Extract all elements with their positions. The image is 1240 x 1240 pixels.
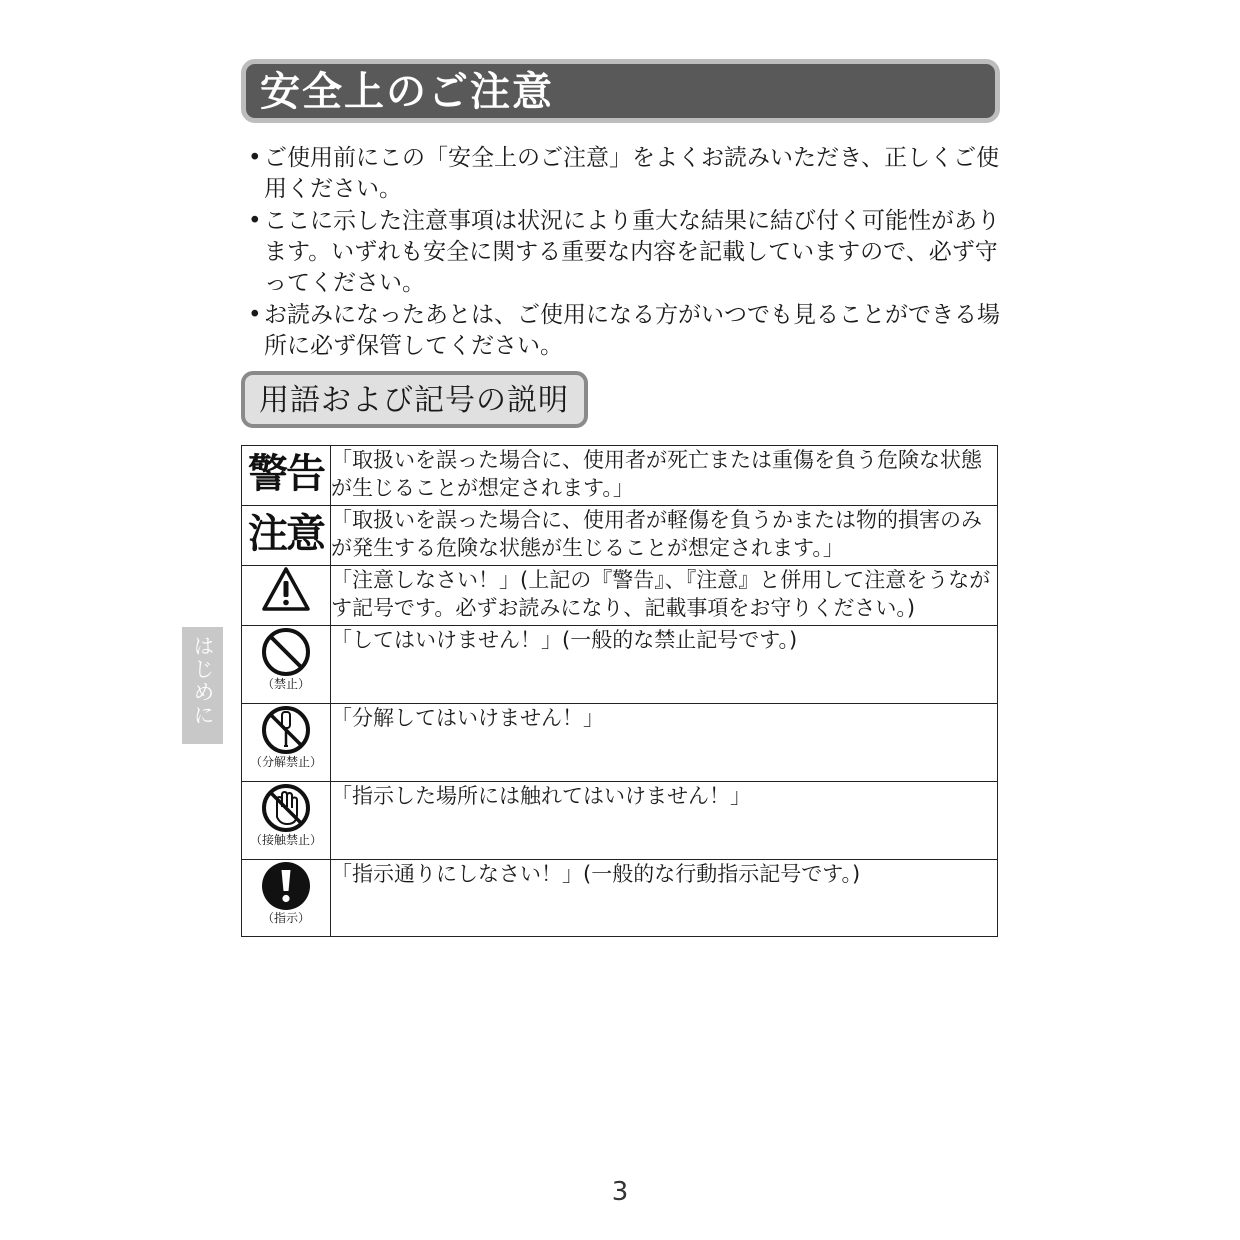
legend-symbol-cell [242, 446, 331, 506]
subsection-title-box [241, 371, 588, 428]
legend-symbol-cell [242, 506, 331, 566]
legend-symbol-cell [242, 566, 331, 626]
legend-symbol-cell [242, 860, 331, 937]
symbol-caption: （接触禁止） [249, 833, 322, 847]
legend-row [242, 566, 998, 626]
subsection-title: 用語および記号の説明 [259, 383, 569, 418]
bullet-item [246, 143, 1006, 205]
legend-description: 「取扱いを誤った場合に、使用者が軽傷を負うかまたは物的損害のみが発生する危険な状態が生じることが想定されます。」 [331, 506, 998, 566]
legend-description: 「取扱いを誤った場合に、使用者が死亡または重傷を負う危険な状態が生じることが想定されます。」 [331, 446, 998, 506]
warning-triangle-icon [261, 566, 311, 612]
mandatory-action-icon [260, 860, 312, 912]
legend-row [242, 860, 998, 937]
legend-row [242, 626, 998, 704]
legend-row [242, 704, 998, 782]
symbol-caption: （指示） [261, 911, 310, 925]
page-number: 3 [611, 1177, 629, 1207]
legend-description: 「指示通りにしなさい！」(一般的な行動指示記号です。) [331, 860, 998, 937]
legend-row [242, 506, 998, 566]
symbol-legend-table [241, 445, 998, 937]
section-title: 安全上のご注意 [260, 69, 554, 115]
warning-word: 警告 [248, 451, 324, 497]
legend-row [242, 446, 998, 506]
bullet-item [246, 206, 1006, 299]
caution-word: 注意 [248, 511, 324, 557]
chapter-side-tab-label: はじめに [191, 635, 215, 727]
legend-description: 「分解してはいけません！」 [331, 704, 998, 782]
bullet-item [246, 300, 1006, 362]
bullet-mark: • [248, 145, 262, 171]
bullet-text: お読みになったあとは、ご使用になる方がいつでも見ることができる場所に必ず保管してください。 [264, 302, 1000, 359]
chapter-side-tab [182, 627, 223, 744]
bullet-text: ご使用前にこの「安全上のご注意」をよくお読みいただき、正しくご使用ください。 [264, 145, 1000, 202]
legend-description: 「指示した場所には触れてはいけません！」 [331, 782, 998, 860]
no-touch-icon [260, 782, 312, 834]
symbol-caption: （分解禁止） [249, 755, 322, 769]
legend-symbol-cell [242, 782, 331, 860]
section-title-bar [241, 59, 1000, 123]
legend-symbol-cell [242, 704, 331, 782]
bullet-text: ここに示した注意事項は状況により重大な結果に結び付く可能性があります。いずれも安全に関する重要な内容を記載していますので、必ず守ってください。 [264, 208, 1000, 296]
legend-symbol-cell [242, 626, 331, 704]
symbol-caption: （禁止） [261, 677, 310, 691]
intro-bullet-list [246, 143, 1006, 363]
bullet-mark: • [248, 302, 262, 328]
no-disassembly-icon [260, 704, 312, 756]
legend-description: 「注意しなさい！」(上記の『警告』、『注意』と併用して注意をうながす記号です。必ずお読みになり、記載事項をお守りください。) [331, 566, 998, 626]
legend-row [242, 782, 998, 860]
bullet-mark: • [248, 208, 262, 234]
legend-description: 「してはいけません！」(一般的な禁止記号です。) [331, 626, 998, 704]
prohibition-icon [260, 626, 312, 678]
